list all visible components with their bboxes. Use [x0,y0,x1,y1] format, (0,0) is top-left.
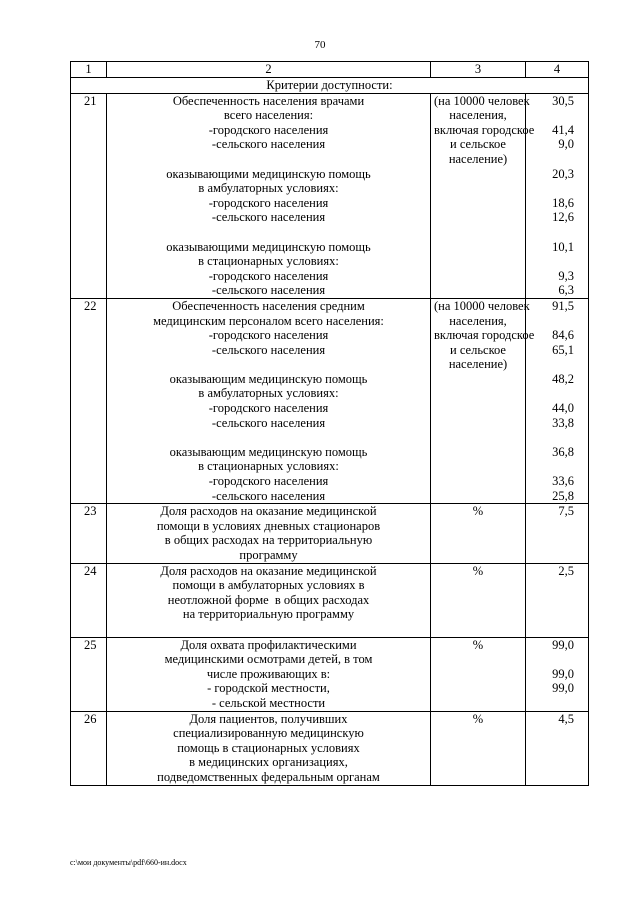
value-line: 99,0 [552,637,574,652]
indicator-line: оказывающими медицинскую помощь [166,239,371,254]
value-line: 33,6 [552,474,574,489]
value-line: 4,5 [558,711,574,726]
indicator-line: -сельского населения [211,210,326,225]
value-line: 33,8 [552,415,574,430]
indicator-line: медицинским персоналом всего населения: [153,313,384,328]
indicator-line: - городской местности, [207,681,330,696]
indicator-line: -городского населения [208,122,329,137]
indicator-line [110,430,427,445]
indicator-line: -сельского населения [211,283,326,298]
value-line [529,430,574,445]
section-row [71,78,589,94]
header-cell: 4 [526,62,589,78]
value-line: 84,6 [552,328,574,343]
indicator-line: -городского населения [208,474,329,489]
col2-cell [107,563,431,637]
unit-line: и сельское [450,137,506,152]
indicator-line: на территориальную программу [182,607,355,622]
value-line [529,108,574,123]
indicator-line: -городского населения [208,401,329,416]
indicator-line: неотложной форме в общих расходах [167,592,370,607]
value-line: 20,3 [552,166,574,181]
unit-line: и сельское [450,342,506,357]
row-number: 21 [71,93,107,298]
indicator-line [110,225,427,240]
unit-line: включая городское [434,122,535,137]
indicator-line: специализированную медицинскую [173,726,364,741]
value-line [529,314,574,329]
indicator-line: в медицинских организациях, [189,755,348,770]
value-line: 2,5 [558,563,574,578]
indicator-line: в амбулаторных условиях: [198,386,339,401]
table-row [71,637,589,711]
value-line: 12,6 [552,210,574,225]
value-line: 48,2 [552,371,574,386]
value-line [529,225,574,240]
indicator-line: числе проживающих в: [206,666,331,681]
value-line: 65,1 [552,342,574,357]
col4-cell [526,504,589,563]
unit-line: население) [448,357,508,372]
indicator-line: Доля пациентов, получивших [189,711,348,726]
section-title: Критерии доступности: [71,78,589,94]
table-row [71,298,589,503]
value-line: 44,0 [552,401,574,416]
unit-line: % [472,711,484,726]
indicator-line: -сельского населения [211,137,326,152]
page-number: 70 [314,39,326,51]
value-line: 10,1 [552,239,574,254]
unit-line: (на 10000 человек [434,298,530,313]
indicator-line: оказывающим медицинскую помощь [169,444,368,459]
unit-line: % [472,504,484,519]
indicator-line: подведомственных федеральным органам [157,769,380,784]
value-line [529,459,574,474]
value-line: 30,5 [552,93,574,108]
col2-cell [107,298,431,503]
value-line: 6,3 [558,283,574,298]
value-line [529,181,574,196]
value-line [529,696,574,711]
table-row [71,711,589,785]
indicator-line: -городского населения [208,268,329,283]
col3-cell [431,637,526,711]
indicator-line [110,152,427,167]
col2-cell [107,93,431,298]
unit-line: население) [448,151,508,166]
indicator-line: Обеспеченность населения врачами [172,93,365,108]
value-line: 41,4 [552,122,574,137]
value-line: 99,0 [552,666,574,681]
indicator-line: в стационарных условиях: [198,459,339,474]
header-cell: 2 [107,62,431,78]
indicator-line: -сельского населения [211,415,326,430]
value-line [529,152,574,167]
value-line [529,254,574,269]
indicator-line: Доля охвата профилактическими [180,637,357,652]
value-line: 9,3 [558,268,574,283]
indicator-line: медицинскими осмотрами детей, в том [164,652,373,667]
indicator-line: -сельского населения [211,488,326,503]
row-number: 25 [71,637,107,711]
value-line: 7,5 [558,504,574,519]
indicator-line: -городского населения [208,328,329,343]
row-number: 24 [71,563,107,637]
value-line [529,652,574,667]
unit-line: (на 10000 человек [434,93,530,108]
file-path-footer: c:\мои документы\pdf\660-ин.docx [70,858,187,867]
col3-cell [431,563,526,637]
value-line: 18,6 [552,195,574,210]
indicator-line: в стационарных условиях: [198,254,339,269]
value-line: 25,8 [552,488,574,503]
col2-cell [107,711,431,785]
criteria-table [70,61,589,786]
value-line [529,386,574,401]
row-number: 22 [71,298,107,503]
indicator-line: оказывающими медицинскую помощь [166,166,371,181]
indicator-line: в амбулаторных условиях: [198,181,339,196]
row-number: 23 [71,504,107,563]
indicator-line: всего населения: [223,108,314,123]
indicator-line: в общих расходах на территориальную [164,533,373,548]
unit-line: % [472,637,484,652]
value-line: 91,5 [552,298,574,313]
value-line: 9,0 [558,137,574,152]
indicator-line [110,622,427,637]
indicator-line: оказывающим медицинскую помощь [169,371,368,386]
indicator-line: помощи в условиях дневных стационаров [156,518,381,533]
indicator-line: Обеспеченность населения средним [172,298,365,313]
col4-cell [526,563,589,637]
header-cell: 1 [71,62,107,78]
row-number: 26 [71,711,107,785]
value-line: 36,8 [552,444,574,459]
col3-cell [431,298,535,503]
unit-line: включая городское [434,328,535,343]
col3-cell [431,504,526,563]
indicator-line: Доля расходов на оказание медицинской [160,504,377,519]
col4-cell [526,711,589,785]
value-line: 99,0 [552,681,574,696]
indicator-line: -сельского населения [211,342,326,357]
header-row [71,62,589,78]
col3-cell [431,93,535,298]
table-row [71,93,589,298]
indicator-line: программу [239,548,298,562]
col4-cell [526,298,589,503]
indicator-line: Доля расходов на оказание медицинской [160,563,377,578]
indicator-line [110,357,427,372]
col4-cell [526,93,589,298]
unit-line: населения, [449,108,507,123]
indicator-line: помощь в стационарных условиях [177,740,360,755]
col4-cell [526,637,589,711]
value-line [529,357,574,372]
col2-cell [107,637,431,711]
table-row [71,504,589,563]
unit-line: населения, [449,313,507,328]
table-row [71,563,589,637]
indicator-line: помощи в амбулаторных условиях в [172,578,365,593]
col3-cell [431,711,526,785]
indicator-line: -городского населения [208,195,329,210]
indicator-line: - сельской местности [211,695,326,710]
header-cell: 3 [431,62,526,78]
col2-cell [107,504,431,563]
unit-line: % [472,563,484,578]
